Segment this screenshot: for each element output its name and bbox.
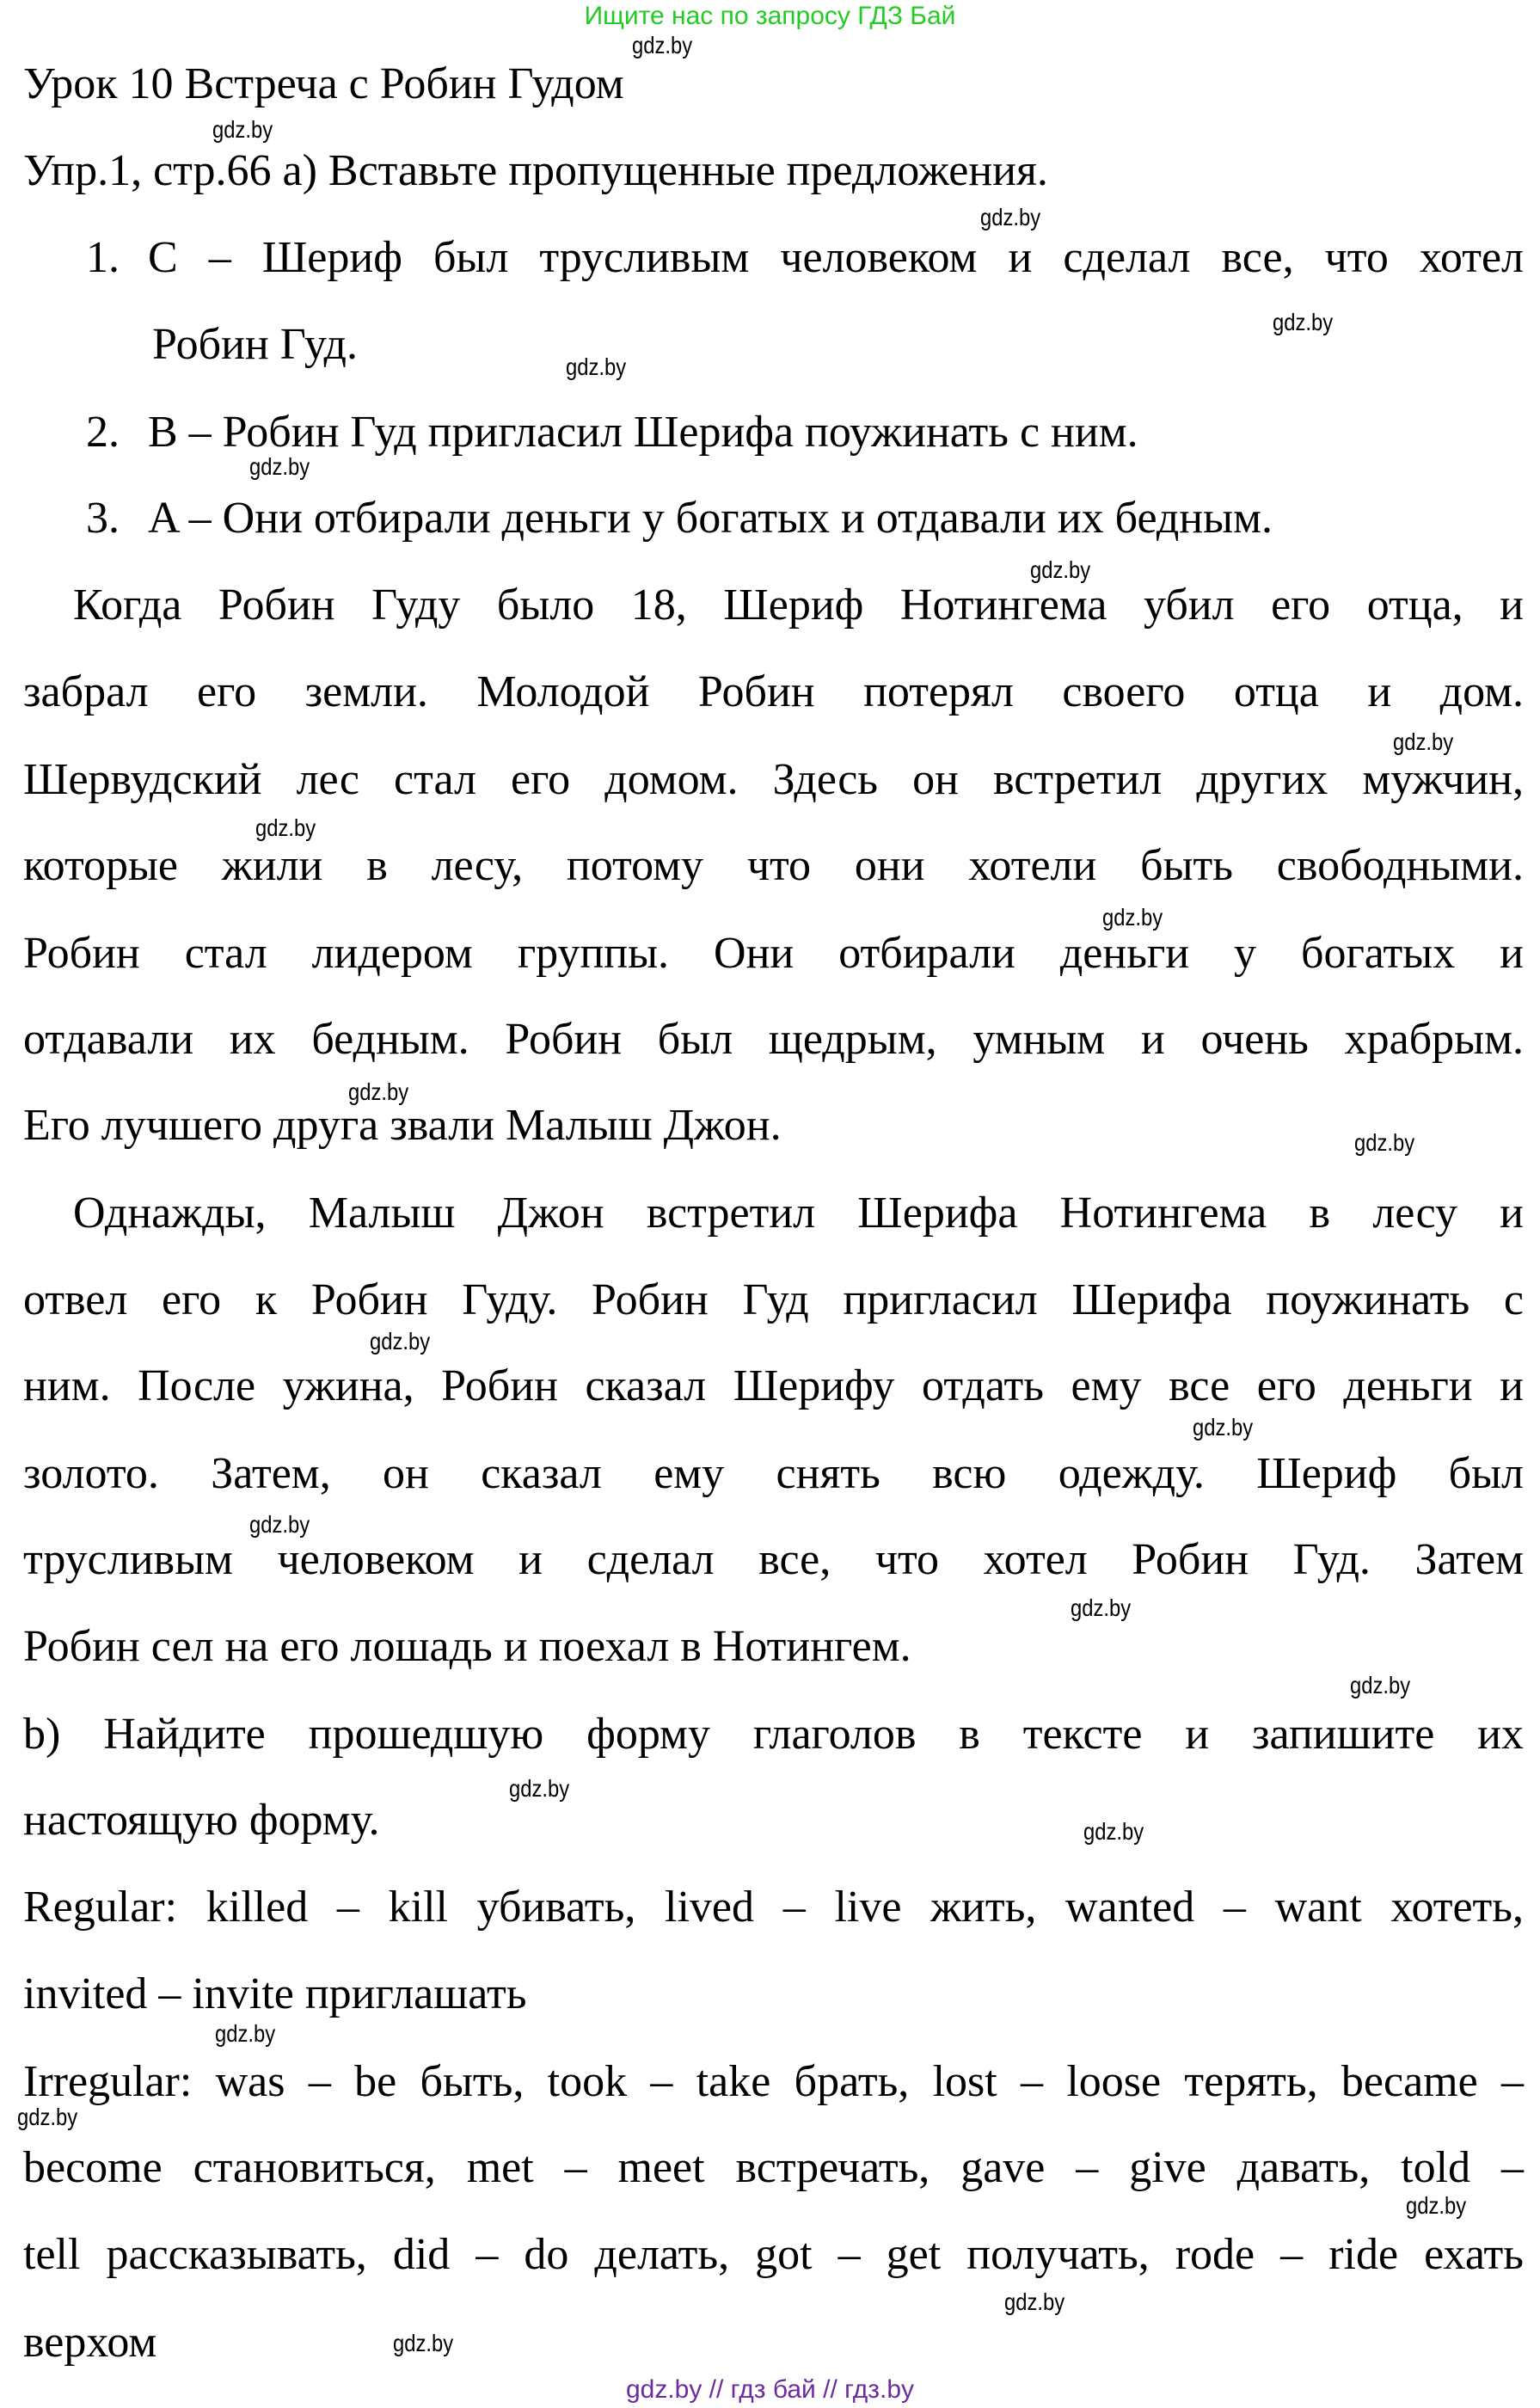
part-b-heading-cont: настоящую форму.: [23, 1796, 380, 1845]
watermark: gdz.by: [1406, 2192, 1467, 2219]
irregular-verbs-line: tell рассказывать, did – do делать, got – get получать, rode – ride ехать: [23, 2230, 1524, 2279]
bottom-banner: gdz.by // гдз бай // гдз.by: [625, 2375, 915, 2404]
paragraph1-line: Его лучшего друга звали Малыш Джон.: [23, 1101, 782, 1150]
watermark: gdz.by: [370, 1328, 431, 1354]
irregular-verbs-line: Irregular: was – be быть, took – take брать, lost – loose терять, became –: [23, 2057, 1524, 2106]
watermark: gdz.by: [632, 32, 693, 58]
irregular-verbs-line: become становиться, met – meet встречать, gave – give давать, told –: [23, 2143, 1524, 2192]
watermark: gdz.by: [509, 1775, 570, 1802]
watermark: gdz.by: [1083, 1818, 1144, 1845]
paragraph2-line: золото. Затем, он сказал ему снять всю одежду. Шериф был: [23, 1449, 1524, 1498]
watermark: gdz.by: [393, 2330, 454, 2356]
irregular-verbs-line: верхом: [23, 2318, 157, 2367]
watermark: gdz.by: [1004, 2288, 1065, 2315]
paragraph1-line: Когда Робин Гуду было 18, Шериф Нотингема убил его отца, и: [73, 580, 1524, 630]
answer-item-1-cont: Робин Гуд.: [152, 320, 359, 369]
top-banner: Ищите нас по запросу ГДЗ Бай: [584, 2, 956, 30]
answer-item-3: 3. A – Они отбирали деньги у богатых и отдавали их бедным.: [86, 494, 1273, 543]
watermark: gdz.by: [215, 2020, 276, 2047]
paragraph1-line: Шервудский лес стал его домом. Здесь он встретил других мужчин,: [23, 755, 1524, 804]
watermark: gdz.by: [212, 116, 273, 143]
watermark: gdz.by: [255, 814, 316, 841]
answer-item-2: 2. B – Робин Гуд пригласил Шерифа поужинать с ним.: [86, 408, 1138, 457]
part-b-heading: b) Найдите прошедшую форму глаголов в тексте и запишите их: [23, 1710, 1524, 1759]
answer-item-1: 1. C – Шериф был трусливым человеком и сделал все, что хотел: [86, 233, 1524, 282]
exercise-heading: Упр.1, стр.66 a) Вставьте пропущенные предложения.: [23, 146, 1048, 195]
page-title: Урок 10 Встреча с Робин Гудом: [23, 59, 624, 108]
paragraph2-line: Однажды, Малыш Джон встретил Шерифа Нотингема в лесу и: [73, 1189, 1524, 1238]
paragraph2-line: трусливым человеком и сделал все, что хотел Робин Гуд. Затем: [23, 1535, 1524, 1584]
watermark: gdz.by: [1030, 556, 1091, 583]
paragraph2-line: ним. После ужина, Робин сказал Шерифу отдать ему все его деньги и: [23, 1361, 1524, 1410]
watermark: gdz.by: [348, 1078, 409, 1105]
watermark: gdz.by: [249, 1511, 310, 1538]
watermark: gdz.by: [1354, 1129, 1415, 1156]
watermark: gdz.by: [1102, 904, 1163, 931]
paragraph1-line: которые жили в лесу, потому что они хотели быть свободными.: [23, 841, 1524, 890]
watermark: gdz.by: [980, 204, 1041, 230]
regular-verbs-line: Regular: killed – kill убивать, lived – live жить, wanted – want хотеть,: [23, 1883, 1524, 1932]
watermark: gdz.by: [1273, 309, 1334, 335]
paragraph2-line: отвел его к Робин Гуду. Робин Гуд пригласил Шерифа поужинать с: [23, 1275, 1524, 1324]
watermark: gdz.by: [1393, 728, 1454, 755]
paragraph1-line: забрал его земли. Молодой Робин потерял своего отца и дом.: [23, 667, 1524, 716]
watermark: gdz.by: [1071, 1594, 1132, 1621]
watermark: gdz.by: [17, 2104, 78, 2130]
watermark: gdz.by: [1350, 1672, 1411, 1698]
watermark: gdz.by: [566, 353, 627, 380]
regular-verbs-line: invited – invite приглашать: [23, 1969, 527, 2018]
paragraph1-line: Робин стал лидером группы. Они отбирали деньги у богатых и: [23, 929, 1524, 978]
paragraph2-line: Робин сел на его лошадь и поехал в Нотингем.: [23, 1622, 911, 1671]
watermark: gdz.by: [1193, 1414, 1254, 1440]
paragraph1-line: отдавали их бедным. Робин был щедрым, умным и очень храбрым.: [23, 1015, 1524, 1064]
watermark: gdz.by: [249, 453, 310, 480]
